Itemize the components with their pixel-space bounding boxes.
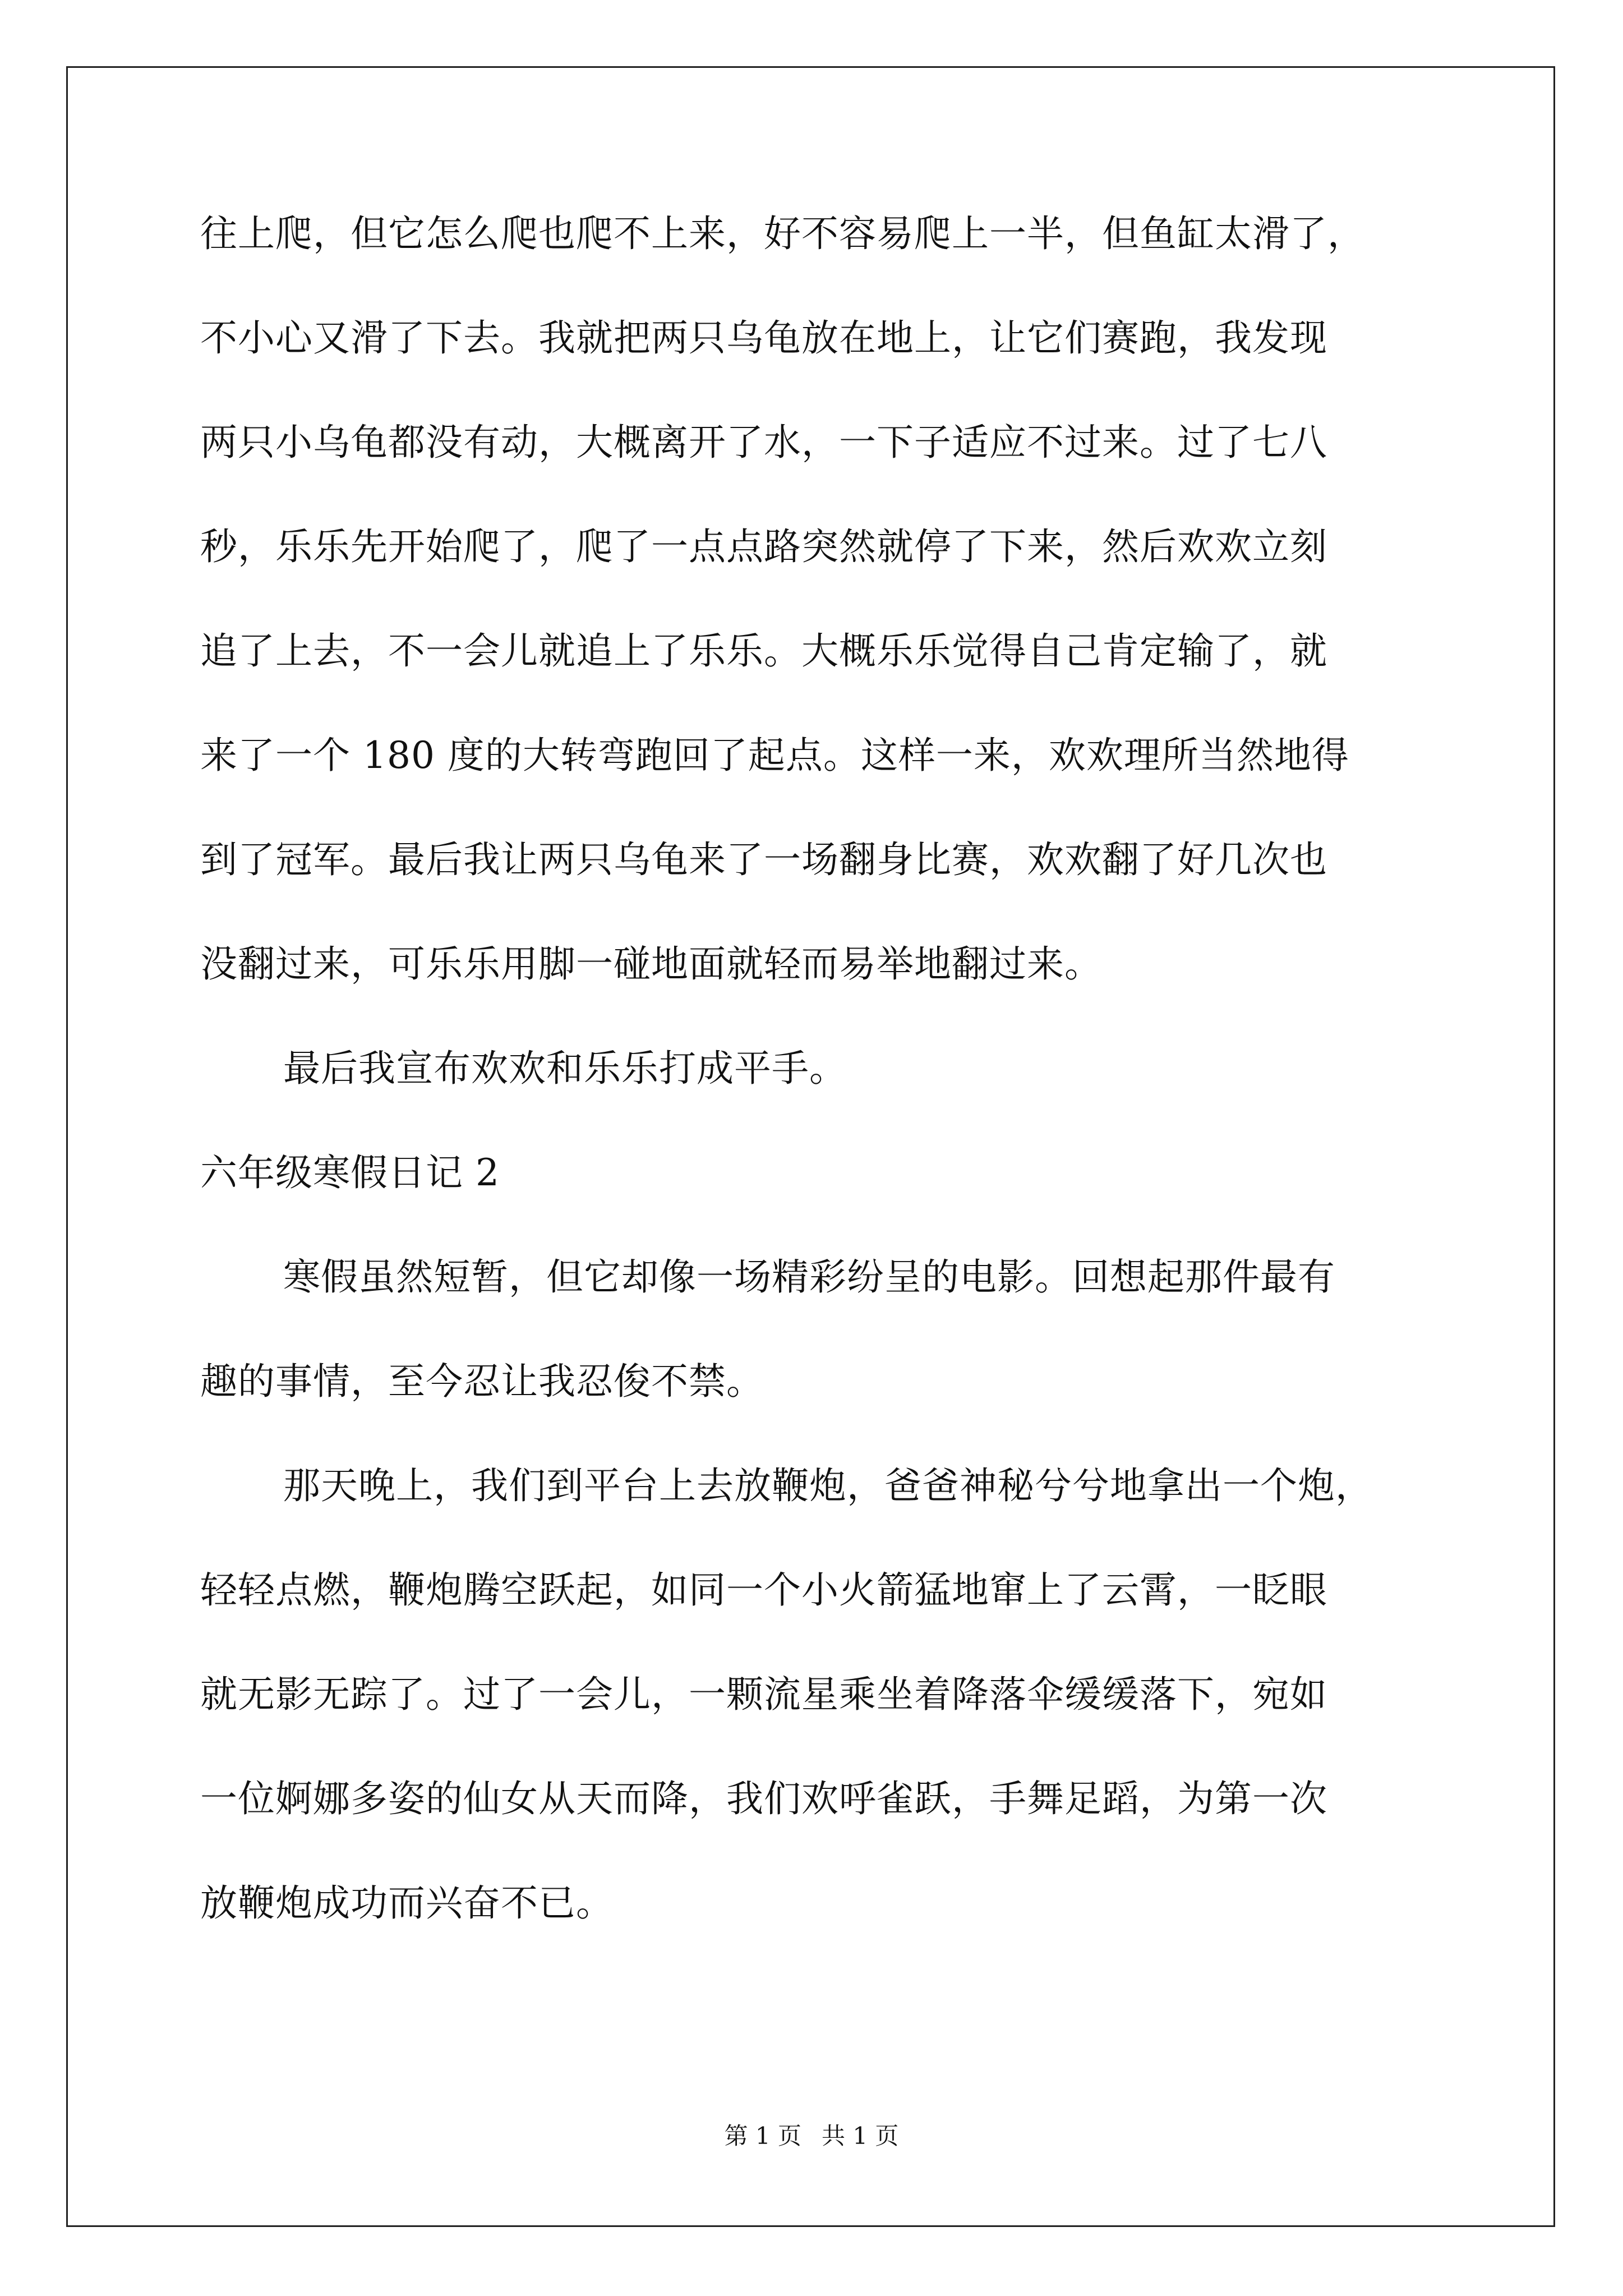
section-heading: 六年级寒假日记 2 xyxy=(200,1151,500,1194)
text-line: 两只小乌龟都没有动，大概离开了水，一下子适应不过来。过了七八 xyxy=(200,421,1327,464)
page-number-current: 第 1 页 xyxy=(724,2122,801,2150)
paragraph-line: 最后我宣布欢欢和乐乐打成平手。 xyxy=(283,1047,847,1090)
text-line: 没翻过来，可乐乐用脚一碰地面就轻而易举地翻过来。 xyxy=(200,942,1102,986)
page-footer xyxy=(0,2119,1623,2153)
text-line: 趣的事情，至今忍让我忍俊不禁。 xyxy=(200,1360,764,1403)
paragraph-line: 寒假虽然短暂，但它却像一场精彩纷呈的电影。回想起那件最有 xyxy=(283,1255,1335,1299)
text-line: 到了冠军。最后我让两只乌龟来了一场翻身比赛，欢欢翻了好几次也 xyxy=(200,838,1327,881)
text-line: 放鞭炮成功而兴奋不已。 xyxy=(200,1881,614,1925)
text-line: 不小心又滑了下去。我就把两只乌龟放在地上，让它们赛跑，我发现 xyxy=(200,316,1327,360)
text-line: 轻轻点燃，鞭炮腾空跃起，如同一个小火箭猛地窜上了云霄，一眨眼 xyxy=(200,1568,1327,1612)
page-number-total: 共 1 页 xyxy=(822,2122,899,2150)
document-body xyxy=(200,203,1434,1977)
text-line: 一位婀娜多姿的仙女从天而降，我们欢呼雀跃，手舞足蹈，为第一次 xyxy=(200,1777,1327,1820)
text-line: 来了一个 180 度的大转弯跑回了起点。这样一来，欢欢理所当然地得 xyxy=(200,734,1349,777)
text-line: 就无影无踪了。过了一会儿，一颗流星乘坐着降落伞缓缓落下，宛如 xyxy=(200,1673,1327,1716)
paragraph-line: 那天晚上，我们到平台上去放鞭炮，爸爸神秘兮兮地拿出一个炮， xyxy=(283,1464,1373,1507)
text-line: 往上爬，但它怎么爬也爬不上来，好不容易爬上一半，但鱼缸太滑了， xyxy=(200,212,1365,255)
text-line: 秒，乐乐先开始爬了，爬了一点点路突然就停了下来，然后欢欢立刻 xyxy=(200,525,1327,568)
text-line: 追了上去，不一会儿就追上了乐乐。大概乐乐觉得自己肯定输了，就 xyxy=(200,629,1327,673)
